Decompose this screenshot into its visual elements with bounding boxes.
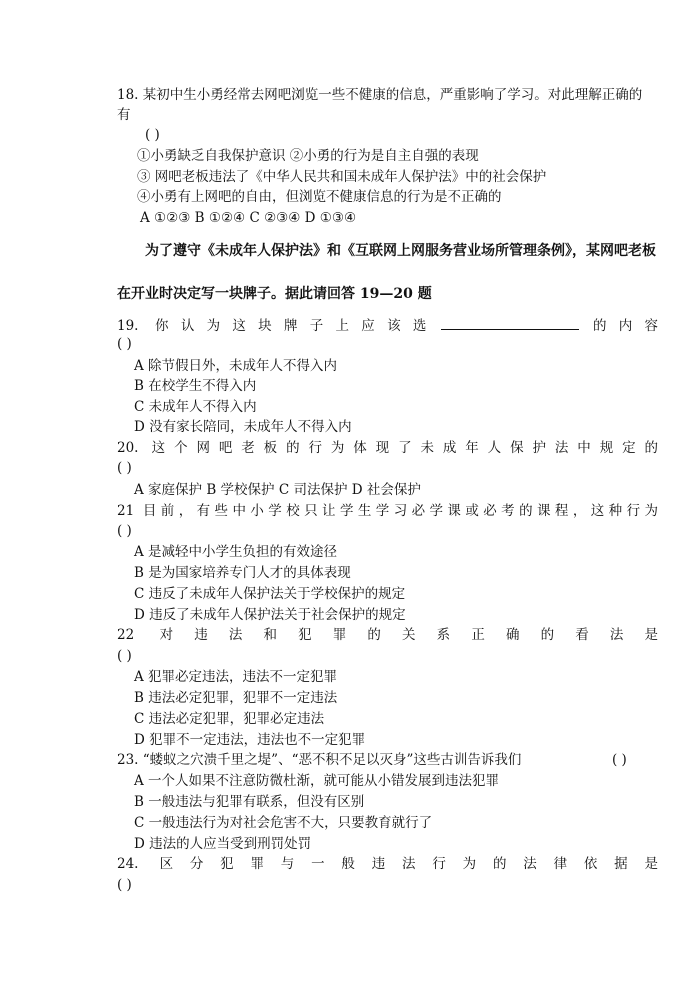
q18-options: A ①②③ B ①②④ C ②③④ D ①③④ bbox=[140, 210, 357, 226]
q23-option-d: D 违法的人应当受到刑罚处罚 bbox=[134, 836, 312, 852]
q21-option-a: A 是减轻中小学生负担的有效途径 bbox=[134, 544, 338, 560]
q20-options: A 家庭保护 B 学校保护 C 司法保护 D 社会保护 bbox=[134, 482, 421, 498]
q18-statement-3: ③ 网吧老板违法了《中华人民共和国未成年人保护法》中的社会保护 bbox=[137, 169, 547, 185]
q19-answer-paren: ( ) bbox=[117, 336, 132, 352]
q21-option-d: D 违反了未成年人保护法关于社会保护的规定 bbox=[134, 607, 406, 623]
q19-fill-blank bbox=[441, 315, 579, 330]
q20-answer-paren: ( ) bbox=[117, 460, 132, 476]
q18-statements-1-2: ①小勇缺乏自我保护意识 ②小勇的行为是自主自强的表现 bbox=[137, 148, 479, 164]
q23-option-c: C 一般违法行为对社会危害不大，只要教育就行了 bbox=[134, 815, 433, 831]
q19-option-c: C 未成年人不得入内 bbox=[134, 399, 257, 415]
q20-stem: 20. 这个网吧老板的行为体现了未成年人保护法中规定的 bbox=[117, 440, 658, 456]
q23-answer-paren: ( ) bbox=[612, 752, 627, 768]
q21-option-c: C 违反了未成年人保护法关于学校保护的规定 bbox=[134, 586, 406, 602]
q22-option-c: C 违法必定犯罪，犯罪必定违法 bbox=[134, 711, 325, 727]
q23-option-a: A 一个人如果不注意防微杜渐，就可能从小错发展到违法犯罪 bbox=[134, 773, 500, 789]
q21-option-b: B 是为国家培养专门人才的具体表现 bbox=[134, 565, 351, 581]
q22-option-a: A 犯罪必定违法，违法不一定犯罪 bbox=[134, 669, 338, 685]
intro-line-1: 为了遵守《未成年人保护法》和《互联网上网服务营业场所管理条例》，某网吧老板 bbox=[145, 243, 656, 259]
q24-stem: 24. 区分犯罪与一般违法行为的法律依据是 bbox=[117, 856, 658, 872]
q18-stem: 18. 某初中生小勇经常去网吧浏览一些不健康的信息，严重影响了学习。对此理解正确的 bbox=[117, 87, 643, 103]
q22-option-b: B 违法必定犯罪，犯罪不一定违法 bbox=[134, 690, 338, 706]
q21-answer-paren: ( ) bbox=[117, 523, 132, 539]
q21-stem: 21 目前，有些中小学校只让学生学习必学课或必考的课程，这种行为 bbox=[117, 503, 658, 519]
q22-answer-paren: ( ) bbox=[117, 648, 132, 664]
q18-answer-paren: ( ) bbox=[145, 127, 160, 143]
q19-stem bbox=[117, 315, 658, 335]
q24-answer-paren: ( ) bbox=[117, 877, 132, 893]
q18-stem-cont: 有 bbox=[117, 107, 131, 123]
q19-option-d: D 没有家长陪同，未成年人不得入内 bbox=[134, 419, 352, 435]
q19-stem-b: 的内容 bbox=[580, 318, 659, 334]
q23-option-b: B 一般违法与犯罪有联系，但没有区别 bbox=[134, 794, 365, 810]
q22-stem: 22 对违法和犯罪的关系正确的看法是 bbox=[117, 627, 658, 643]
q19-stem-a: 19. 你认为这块牌子上应该选 bbox=[117, 318, 439, 334]
q19-option-b: B 在校学生不得入内 bbox=[134, 378, 257, 394]
intro-line-2: 在开业时决定写一块牌子。据此请回答 19—20 题 bbox=[117, 286, 432, 302]
q23-stem: 23. “蝼蚁之穴溃千里之堤”、“恶不积不足以灭身”这些古训告诉我们 bbox=[117, 752, 522, 768]
q22-option-d: D 犯罪不一定违法，违法也不一定犯罪 bbox=[134, 732, 366, 748]
q18-statement-4: ④小勇有上网吧的自由，但浏览不健康信息的行为是不正确的 bbox=[137, 189, 502, 205]
q19-option-a: A 除节假日外，未成年人不得入内 bbox=[134, 358, 338, 374]
